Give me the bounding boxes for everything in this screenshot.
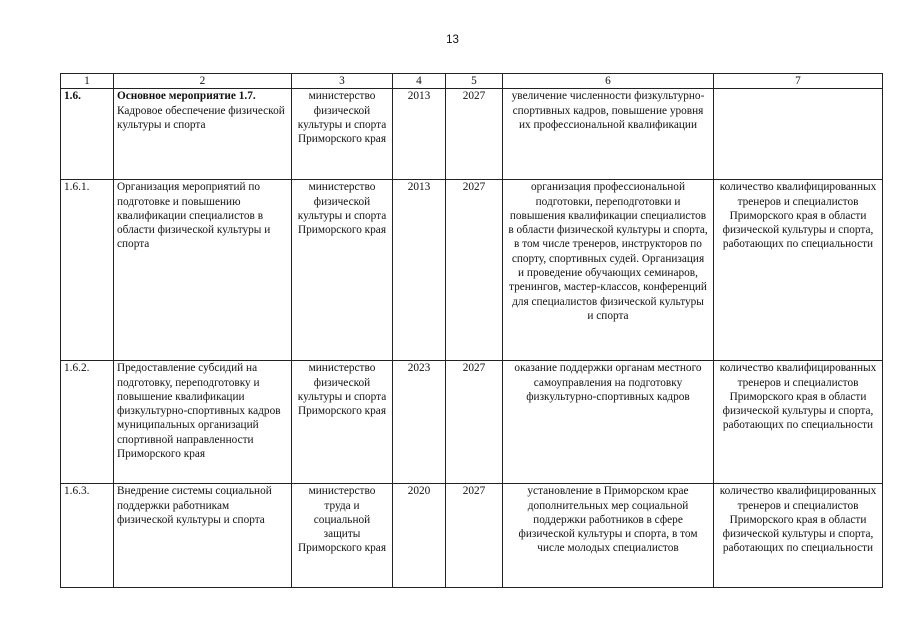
start-year: 2023 — [393, 361, 446, 484]
expected-result: увеличение численности физкультурно-спортивных кадров, повышение уровня их профессиональной квалификации — [503, 89, 714, 180]
indicator: количество квалифицированных тренеров и специалистов Приморского края в области физической культуры и спорта, работающих по специальности — [714, 484, 883, 588]
start-year: 2013 — [393, 180, 446, 361]
table-header-row — [61, 74, 883, 89]
executor: министерство физической культуры и спорта Приморского края — [292, 361, 393, 484]
page-number: 13 — [446, 34, 459, 46]
measure-name-cell — [114, 89, 292, 180]
row-number: 1.6.2. — [61, 361, 114, 484]
measure-name: Внедрение системы социальной поддержки работникам физической культуры и спорта — [114, 484, 292, 588]
column-header-3: 3 — [292, 74, 393, 89]
indicator: количество квалифицированных тренеров и специалистов Приморского края в области физической культуры и спорта, работающих по специальности — [714, 180, 883, 361]
column-header-2: 2 — [114, 74, 292, 89]
end-year: 2027 — [446, 361, 503, 484]
end-year: 2027 — [446, 89, 503, 180]
end-year: 2027 — [446, 484, 503, 588]
column-header-1: 1 — [61, 74, 114, 89]
measure-name: Предоставление субсидий на подготовку, переподготовку и повышение квалификации физкультурно-спортивных кадров муниципальных организаций спортивной направленности Приморского края — [114, 361, 292, 484]
column-header-7: 7 — [714, 74, 883, 89]
executor: министерство физической культуры и спорта Приморского края — [292, 89, 393, 180]
measure-name: Организация мероприятий по подготовке и повышению квалификации специалистов в области физической культуры и спорта — [114, 180, 292, 361]
measure-name: Кадровое обеспечение физической культуры и спорта — [117, 104, 285, 131]
end-year: 2027 — [446, 180, 503, 361]
expected-result: организация профессиональной подготовки, переподготовки и повышения квалификации специалистов в области физической культуры и спорта, в том числе тренеров, инструкторов по спорту, спортивных судей. Организация и проведение обучающих семинаров, тренингов, мастер-классов, конференций для специалистов физической культуры и спорта — [503, 180, 714, 361]
executor: министерство труда и социальной защиты Приморского края — [292, 484, 393, 588]
row-number: 1.6.3. — [61, 484, 114, 588]
table-row — [61, 89, 883, 180]
row-number: 1.6.1. — [61, 180, 114, 361]
indicator — [714, 89, 883, 180]
measure-title: Основное мероприятие 1.7. — [117, 90, 256, 103]
expected-result: установление в Приморском крае дополнительных мер социальной поддержки работников в сфере физической культуры и спорта, в том числе молодых специалистов — [503, 484, 714, 588]
start-year: 2020 — [393, 484, 446, 588]
table-row — [61, 361, 883, 484]
column-header-6: 6 — [503, 74, 714, 89]
executor: министерство физической культуры и спорта Приморского края — [292, 180, 393, 361]
column-header-5: 5 — [446, 74, 503, 89]
start-year: 2013 — [393, 89, 446, 180]
expected-result: оказание поддержки органам местного самоуправления на подготовку физкультурно-спортивных кадров — [503, 361, 714, 484]
indicator: количество квалифицированных тренеров и специалистов Приморского края в области физической культуры и спорта, работающих по специальности — [714, 361, 883, 484]
table-row — [61, 484, 883, 588]
measures-table — [60, 73, 883, 588]
column-header-4: 4 — [393, 74, 446, 89]
row-number: 1.6. — [61, 89, 114, 180]
table-row — [61, 180, 883, 361]
